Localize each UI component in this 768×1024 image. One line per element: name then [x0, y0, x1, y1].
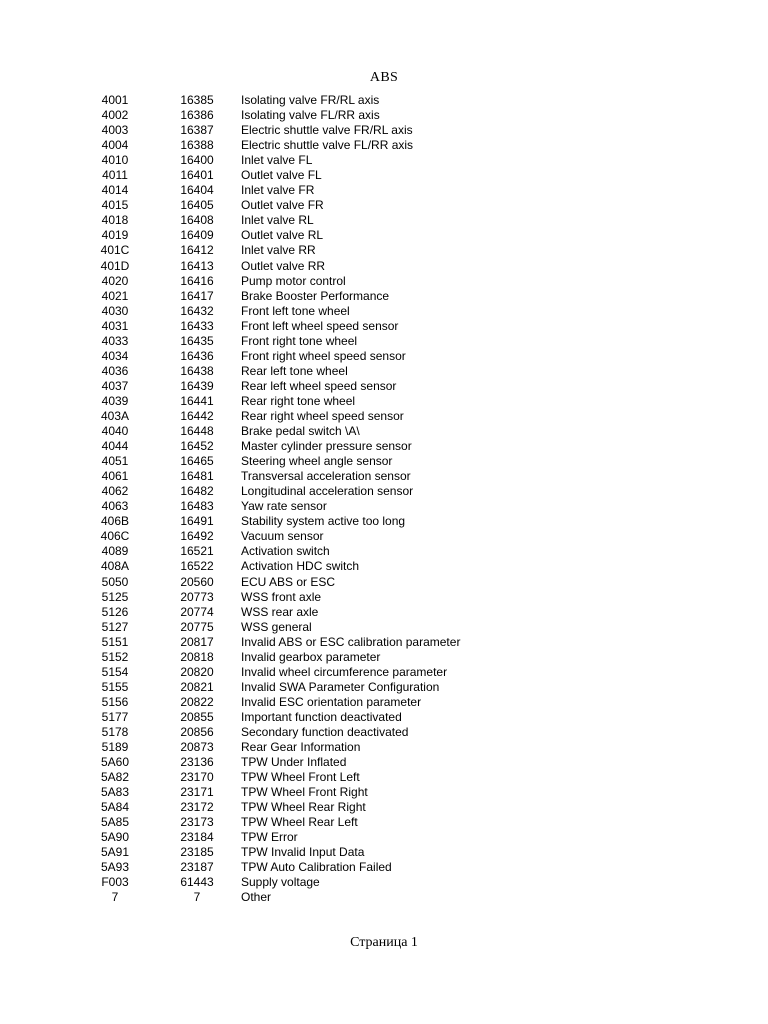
- decimal-code-cell: 16408: [180, 213, 214, 228]
- hex-code-cell: 408A: [100, 559, 130, 574]
- description-cell: Invalid gearbox parameter: [241, 649, 381, 664]
- table-row: [0, 499, 768, 514]
- decimal-code-cell: 16388: [180, 138, 214, 153]
- hex-code-cell: 4039: [101, 393, 129, 408]
- hex-code-cell: 4011: [102, 168, 128, 183]
- table-row: [0, 620, 768, 635]
- decimal-code-cell: 16401: [180, 168, 214, 183]
- description-cell: Other: [241, 890, 272, 905]
- table-row: [0, 454, 768, 469]
- hex-code-cell: 4061: [101, 469, 129, 484]
- description-cell: Transversal acceleration sensor: [241, 469, 411, 484]
- hex-code-cell: 5155: [101, 679, 129, 694]
- decimal-code-cell: 61443: [180, 875, 214, 890]
- hex-code-cell: 4033: [101, 333, 129, 348]
- decimal-code-cell: 16442: [180, 408, 214, 423]
- table-row: [0, 424, 768, 439]
- table-row: [0, 605, 768, 620]
- table-row: [0, 725, 768, 740]
- table-row: [0, 590, 768, 605]
- table-row: [0, 740, 768, 755]
- decimal-code-cell: 20773: [180, 589, 214, 604]
- hex-code-cell: 4036: [101, 363, 129, 378]
- decimal-code-cell: 16481: [180, 469, 214, 484]
- hex-code-cell: 5152: [101, 649, 129, 664]
- hex-code-cell: 5A83: [100, 785, 130, 800]
- hex-code-cell: 5A85: [100, 815, 130, 830]
- description-cell: Rear left wheel speed sensor: [241, 378, 397, 393]
- table-row: [0, 860, 768, 875]
- hex-code-cell: 5A60: [100, 755, 130, 770]
- hex-code-cell: 4010: [101, 153, 129, 168]
- description-cell: Important function deactivated: [241, 709, 402, 724]
- hex-code-cell: 4063: [101, 499, 129, 514]
- description-cell: TPW Wheel Front Right: [241, 785, 368, 800]
- decimal-code-cell: 20822: [180, 694, 214, 709]
- description-cell: Brake Booster Performance: [241, 288, 390, 303]
- table-row: [0, 153, 768, 168]
- decimal-code-cell: 16387: [180, 123, 214, 138]
- description-cell: TPW Error: [241, 830, 298, 845]
- decimal-code-cell: 20774: [180, 604, 214, 619]
- hex-code-cell: 406B: [100, 514, 130, 529]
- decimal-code-cell: 23136: [180, 755, 214, 770]
- decimal-code-cell: 16492: [180, 529, 214, 544]
- table-row: [0, 665, 768, 680]
- table-row: [0, 198, 768, 213]
- decimal-code-cell: 16435: [180, 333, 214, 348]
- decimal-code-cell: 23171: [180, 785, 214, 800]
- table-row: [0, 183, 768, 198]
- hex-code-cell: 5156: [101, 694, 129, 709]
- decimal-code-cell: 16404: [180, 183, 214, 198]
- table-row: [0, 680, 768, 695]
- description-cell: Outlet valve RR: [241, 258, 326, 273]
- decimal-code-cell: 16491: [180, 514, 214, 529]
- hex-code-cell: 401C: [100, 243, 130, 258]
- hex-code-cell: 4062: [101, 484, 129, 499]
- hex-code-cell: 4037: [101, 378, 129, 393]
- table-row: [0, 379, 768, 394]
- description-cell: Invalid wheel circumference parameter: [241, 664, 448, 679]
- hex-code-cell: 5A84: [100, 800, 130, 815]
- decimal-code-cell: 23172: [180, 800, 214, 815]
- page-title: ABS: [369, 70, 399, 85]
- hex-code-cell: 406C: [100, 529, 130, 544]
- table-row: [0, 439, 768, 454]
- table-row: [0, 650, 768, 665]
- hex-code-cell: 5050: [101, 574, 129, 589]
- decimal-code-cell: 16465: [180, 454, 214, 469]
- hex-code-cell: 4003: [101, 123, 129, 138]
- description-cell: TPW Wheel Rear Right: [241, 800, 366, 815]
- table-row: [0, 544, 768, 559]
- description-cell: Inlet valve RR: [241, 243, 316, 258]
- table-row: [0, 364, 768, 379]
- decimal-code-cell: 23187: [180, 860, 214, 875]
- decimal-code-cell: 16439: [180, 378, 214, 393]
- table-row: [0, 770, 768, 785]
- decimal-code-cell: 20560: [180, 574, 214, 589]
- table-row: [0, 93, 768, 108]
- decimal-code-cell: 20873: [180, 740, 214, 755]
- description-cell: TPW Auto Calibration Failed: [241, 860, 392, 875]
- description-cell: Front right tone wheel: [241, 333, 358, 348]
- description-cell: Rear left tone wheel: [241, 363, 348, 378]
- description-cell: Invalid ESC orientation parameter: [241, 694, 422, 709]
- hex-code-cell: 4018: [101, 213, 129, 228]
- description-cell: Rear right wheel speed sensor: [241, 408, 404, 423]
- decimal-code-cell: 23170: [180, 770, 214, 785]
- hex-code-cell: 5151: [101, 634, 129, 649]
- hex-code-cell: 4044: [101, 439, 129, 454]
- description-cell: TPW Wheel Front Left: [241, 770, 360, 785]
- description-cell: Vacuum sensor: [241, 529, 324, 544]
- table-row: [0, 138, 768, 153]
- decimal-code-cell: 20817: [180, 634, 214, 649]
- hex-code-cell: F003: [101, 875, 129, 890]
- table-row: [0, 334, 768, 349]
- description-cell: Isolating valve FL/RR axis: [241, 108, 380, 123]
- decimal-code-cell: 16432: [180, 303, 214, 318]
- table-row: [0, 559, 768, 574]
- decimal-code-cell: 16482: [180, 484, 214, 499]
- table-row: [0, 484, 768, 499]
- table-row: [0, 274, 768, 289]
- hex-code-cell: 4021: [101, 288, 129, 303]
- decimal-code-cell: 16436: [180, 348, 214, 363]
- hex-code-cell: 7: [111, 890, 119, 905]
- description-cell: WSS general: [241, 619, 312, 634]
- decimal-code-cell: 16452: [180, 439, 214, 454]
- decimal-code-cell: 16522: [180, 559, 214, 574]
- table-row: [0, 228, 768, 243]
- decimal-code-cell: 20855: [180, 709, 214, 724]
- description-cell: Front left wheel speed sensor: [241, 318, 399, 333]
- decimal-code-cell: 20856: [180, 724, 214, 739]
- decimal-code-cell: 16412: [180, 243, 214, 258]
- description-cell: Outlet valve FL: [241, 168, 322, 183]
- description-cell: Rear right tone wheel: [241, 393, 356, 408]
- hex-code-cell: 4089: [101, 544, 129, 559]
- code-table: [0, 93, 768, 906]
- table-row: [0, 514, 768, 529]
- decimal-code-cell: 16483: [180, 499, 214, 514]
- table-row: [0, 259, 768, 274]
- table-row: [0, 635, 768, 650]
- description-cell: Inlet valve FR: [241, 183, 315, 198]
- hex-code-cell: 4020: [101, 273, 129, 288]
- description-cell: Inlet valve RL: [241, 213, 314, 228]
- decimal-code-cell: 16417: [180, 288, 214, 303]
- hex-code-cell: 5A90: [100, 830, 130, 845]
- hex-code-cell: 5189: [101, 740, 129, 755]
- table-row: [0, 319, 768, 334]
- hex-code-cell: 5178: [101, 724, 129, 739]
- description-cell: Activation HDC switch: [241, 559, 360, 574]
- table-row: [0, 394, 768, 409]
- description-cell: Activation switch: [241, 544, 330, 559]
- page-footer: Страница 1: [350, 935, 418, 950]
- hex-code-cell: 5126: [101, 604, 129, 619]
- decimal-code-cell: 16441: [180, 393, 214, 408]
- description-cell: Inlet valve FL: [241, 153, 313, 168]
- hex-code-cell: 4030: [101, 303, 129, 318]
- table-row: [0, 695, 768, 710]
- table-row: [0, 755, 768, 770]
- description-cell: Steering wheel angle sensor: [241, 454, 393, 469]
- table-row: [0, 575, 768, 590]
- table-row: [0, 289, 768, 304]
- decimal-code-cell: 16448: [180, 424, 214, 439]
- hex-code-cell: 5A82: [100, 770, 130, 785]
- hex-code-cell: 401D: [100, 258, 130, 273]
- description-cell: Electric shuttle valve FR/RL axis: [241, 123, 413, 138]
- hex-code-cell: 4040: [101, 424, 129, 439]
- decimal-code-cell: 20820: [180, 664, 214, 679]
- hex-code-cell: 5A93: [100, 860, 130, 875]
- hex-code-cell: 4034: [101, 348, 129, 363]
- decimal-code-cell: 16433: [180, 318, 214, 333]
- description-cell: Longitudinal acceleration sensor: [241, 484, 414, 499]
- description-cell: ECU ABS or ESC: [241, 574, 336, 589]
- table-row: [0, 108, 768, 123]
- hex-code-cell: 4001: [101, 93, 129, 107]
- table-row: [0, 349, 768, 364]
- hex-code-cell: 5125: [101, 589, 129, 604]
- description-cell: TPW Wheel Rear Left: [241, 815, 358, 830]
- table-row: [0, 830, 768, 845]
- table-row: [0, 243, 768, 258]
- table-row: [0, 123, 768, 138]
- decimal-code-cell: 16386: [180, 108, 214, 123]
- table-row: [0, 875, 768, 890]
- description-cell: TPW Invalid Input Data: [241, 845, 365, 860]
- table-row: [0, 800, 768, 815]
- description-cell: Invalid SWA Parameter Configuration: [241, 679, 440, 694]
- hex-code-cell: 5177: [101, 709, 129, 724]
- hex-code-cell: 4004: [101, 138, 129, 153]
- decimal-code-cell: 23173: [180, 815, 214, 830]
- table-row: [0, 409, 768, 424]
- table-row: [0, 890, 768, 905]
- description-cell: Yaw rate sensor: [241, 499, 327, 514]
- description-cell: Invalid ABS or ESC calibration parameter: [241, 634, 461, 649]
- table-row: [0, 304, 768, 319]
- description-cell: Rear Gear Information: [241, 740, 361, 755]
- description-cell: Secondary function deactivated: [241, 724, 409, 739]
- table-row: [0, 815, 768, 830]
- decimal-code-cell: 23185: [180, 845, 214, 860]
- description-cell: Supply voltage: [241, 875, 320, 890]
- description-cell: Front left tone wheel: [241, 303, 350, 318]
- description-cell: Stability system active too long: [241, 514, 406, 529]
- table-row: [0, 168, 768, 183]
- hex-code-cell: 4014: [101, 183, 129, 198]
- table-row: [0, 529, 768, 544]
- decimal-code-cell: 16400: [180, 153, 214, 168]
- description-cell: Brake pedal switch \A\: [241, 424, 360, 439]
- description-cell: TPW Under Inflated: [241, 755, 347, 770]
- description-cell: Electric shuttle valve FL/RR axis: [241, 138, 414, 153]
- description-cell: WSS front axle: [241, 589, 322, 604]
- decimal-code-cell: 20775: [180, 619, 214, 634]
- decimal-code-cell: 20818: [180, 649, 214, 664]
- description-cell: Outlet valve RL: [241, 228, 324, 243]
- decimal-code-cell: 16405: [180, 198, 214, 213]
- description-cell: Isolating valve FR/RL axis: [241, 93, 380, 107]
- description-cell: Pump motor control: [241, 273, 346, 288]
- decimal-code-cell: 16409: [180, 228, 214, 243]
- hex-code-cell: 4031: [101, 318, 129, 333]
- decimal-code-cell: 23184: [180, 830, 214, 845]
- table-row: [0, 785, 768, 800]
- decimal-code-cell: 20821: [180, 679, 214, 694]
- description-cell: WSS rear axle: [241, 604, 319, 619]
- hex-code-cell: 4015: [101, 198, 129, 213]
- hex-code-cell: 403A: [100, 408, 130, 423]
- table-row: [0, 469, 768, 484]
- table-row: [0, 213, 768, 228]
- hex-code-cell: 5A91: [100, 845, 130, 860]
- decimal-code-cell: 7: [193, 890, 201, 905]
- hex-code-cell: 5127: [101, 619, 129, 634]
- table-row: [0, 710, 768, 725]
- hex-code-cell: 4051: [101, 454, 129, 469]
- hex-code-cell: 4002: [101, 108, 129, 123]
- decimal-code-cell: 16416: [180, 273, 214, 288]
- hex-code-cell: 4019: [101, 228, 129, 243]
- hex-code-cell: 5154: [101, 664, 129, 679]
- decimal-code-cell: 16521: [180, 544, 214, 559]
- description-cell: Front right wheel speed sensor: [241, 348, 406, 363]
- table-row: [0, 845, 768, 860]
- description-cell: Outlet valve FR: [241, 198, 324, 213]
- decimal-code-cell: 16438: [180, 363, 214, 378]
- description-cell: Master cylinder pressure sensor: [241, 439, 412, 454]
- decimal-code-cell: 16413: [180, 258, 214, 273]
- decimal-code-cell: 16385: [180, 93, 214, 107]
